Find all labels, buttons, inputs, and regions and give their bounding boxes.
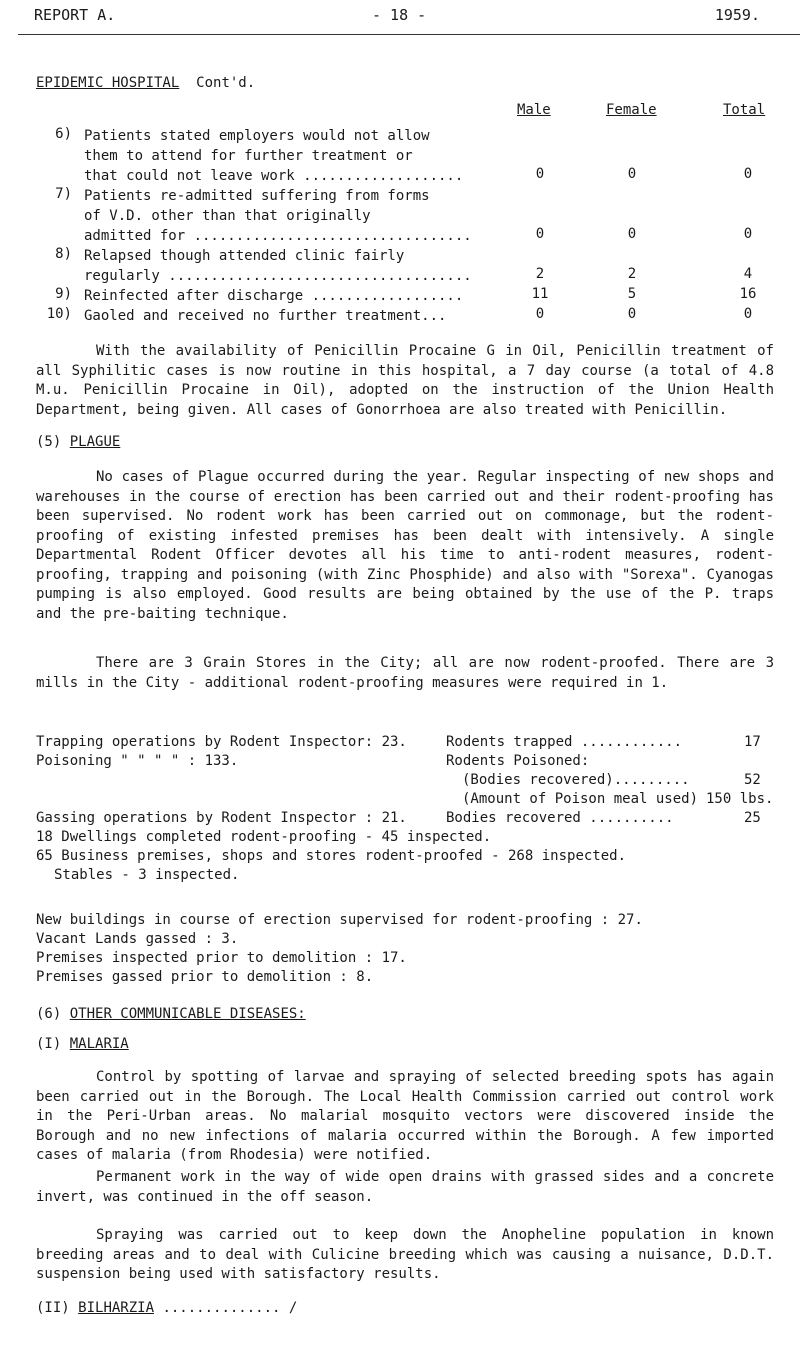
malaria-heading: (I) MALARIA [36, 1036, 129, 1052]
report-label: REPORT A. [34, 6, 116, 24]
report-page: REPORT A. - 18 - 1959. EPIDEMIC HOSPITAL Cont'd. Male Female Total 6) Patients stated employers would not allow them to attend for further treatment or that could not leave work ................... 0 0 0 7) Patients re-admitted suffering from forms of V.D. other than that originally admitted for ................................. 0 0 0 8) Relapsed though attended clinic fairly regularly .................................... 2 2 4 9) Reinfected after discharge .................. 11 5 16 10) Gaoled and received no further treatment... 0 0 0 With the availability of Penicillin Procaine G in Oil, Penicillin treatment of all Syphilitic cases is now routine in this hospital, a 7 day course (a total of 4.8 M.u. Penicillin Procaine in Oil), adopted on the instruction of the Union Health Department, being given. All cases of Gonorrhoea are also treated with Penicillin. (5) PLAGUE No cases of Plague occurred during the year. Regular inspecting of new shops and warehouses in the course of erection has been carried out and their rodent-proofing has been supervised. No rodent work has been carried out on commonage, but the rodent-proofing of existing infested premises has been dealt with intensively. A single Departmental Rodent Officer devotes all his time to anti-rodent measures, rodent-proofing, trapping and poisoning (with Zinc Phosphide) and also with "Sorexa". Cyanogas pumping is also employed. Good results are being obtained by the use of the P. traps and the pre-baiting technique. There are 3 Grain Stores in the City; all are now rodent-proofed. There are 3 mills in the City - additional rodent-proofing measures were required in 1. Trapping operations by Rodent Inspector: 23. Rodents trapped ............ 17 Poisoning " " " " : 133. Rodents Poisoned: (Bodies recovered)......... 52 (Amount of Poison meal used) 150 lbs. Gassing operations by Rodent Inspector : 21. Bodies recovered .......... 25 18 Dwellings completed rodent-proofing - 45 inspected. 65 Business premises, shops and stores rodent-proofed - 268 inspected. Stables - 3 inspected. New buildings in course of erection supervised for rodent-proofing : 27. Vacant Lands gassed : 3. Premises inspected prior to demolition : 17. Premises gassed prior to demolition : 8. (6) OTHER COMMUNICABLE DISEASES: (I) MALARIA Control by spotting of larvae and spraying of selected breeding spots has again been carried out in the Borough. The Local Health Commission carried out control work in the Peri-Urban areas. No malarial mosquito vectors were discovered inside the Borough and no new infections of malaria occurred within the Borough. A few imported cases of malaria (from Rhodesia) were notified. Permanent work in the way of wide open drains with grassed sides and a concrete invert, was continued in the off season. Spraying was carried out to keep down the Anopheline population in known breeding areas and to deal with Culicine breeding which was causing a nuisance, D.D.T. suspension being used with satisfactory results. (II) BILHARZIA .............. / [0, 0, 800, 1350]
malaria-paragraph-2: Permanent work in the way of wide open drains with grassed sides and a concrete invert, was continued in the off season. [36, 1169, 774, 1205]
header-rule [18, 34, 800, 35]
column-total: Total [723, 102, 766, 118]
plague-paragraph-1: No cases of Plague occurred during the year. Regular inspecting of new shops and warehouses in the course of erection has been carried out and their rodent-proofing has been supervised. No rodent work has been carried out on commonage, but the rodent-proofing of existing infested premises has been dealt with intensively. A single Departmental Rodent Officer devotes all his time to anti-rodent measures, rodent-proofing, trapping and poisoning (with Zinc Phosphide) and also with "Sorexa". Cyanogas pumping is also employed. Good results are being obtained by the use of the P. traps and the pre-baiting technique. [36, 469, 774, 622]
plague-paragraph-2: There are 3 Grain Stores in the City; all are now rodent-proofed. There are 3 mills in the City - additional rodent-proofing measures were required in 1. [36, 655, 774, 691]
malaria-paragraph-3: Spraying was carried out to keep down the Anopheline population in known breeding areas and to deal with Culicine breeding which was causing a nuisance, D.D.T. suspension being used with satisfactory results. [36, 1227, 774, 1282]
page-header [34, 6, 760, 30]
column-male: Male [517, 102, 551, 118]
other-diseases-heading: (6) OTHER COMMUNICABLE DISEASES: [36, 1006, 306, 1022]
section-title: EPIDEMIC HOSPITAL Cont'd. [36, 75, 256, 91]
malaria-paragraph-1: Control by spotting of larvae and spraying of selected breeding spots has again been carried out in the Borough. The Local Health Commission carried out control work in the Peri-Urban areas. No malarial mosquito vectors were discovered inside the Borough and no new infections of malaria occurred within the Borough. A few imported cases of malaria (from Rhodesia) were notified. [36, 1069, 774, 1163]
bilharzia-heading: (II) BILHARZIA .............. / [36, 1300, 298, 1316]
plague-heading: (5) PLAGUE [36, 434, 121, 450]
report-year: 1959. [714, 6, 760, 24]
page-number: - 18 - [372, 6, 427, 24]
penicillin-paragraph: With the availability of Penicillin Procaine G in Oil, Penicillin treatment of all Syphilitic cases is now routine in this hospital, a 7 day course (a total of 4.8 M.u. Penicillin Procaine in Oil), adopted on the instruction of the Union Health Department, being given. All cases of Gonorrhoea are also treated with Penicillin. [36, 343, 774, 418]
column-female: Female [606, 102, 657, 118]
